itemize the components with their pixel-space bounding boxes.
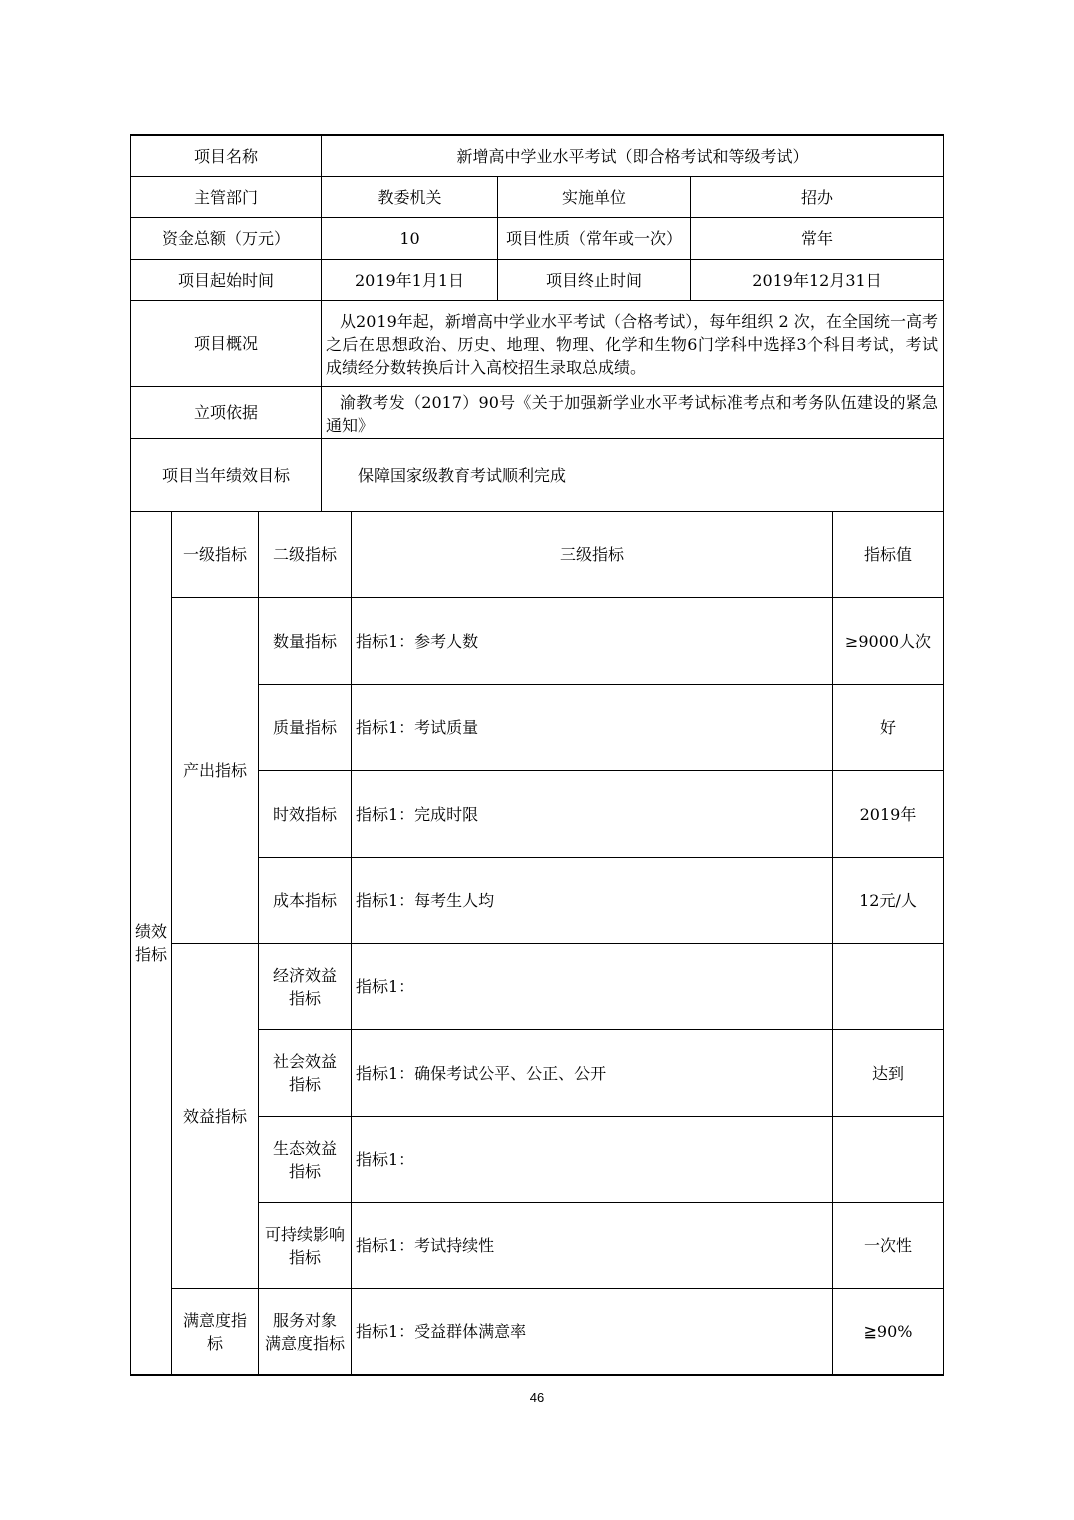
row-quantity-l3: 指标1：参考人数 (356, 631, 479, 651)
basis-text: 渝教考发（2017）90号《关于加强新学业水平考试标准考点和考务队伍建设的紧急通知》 (326, 393, 938, 435)
end-label: 项目终止时间 (545, 270, 642, 290)
row-sustainability-l2 (259, 1203, 351, 1288)
row-social-l2 (259, 1030, 351, 1116)
row-timeliness-value: 2019年 (859, 804, 917, 824)
impl-label: 实施单位 (561, 187, 626, 207)
dept-label: 主管部门 (193, 187, 258, 207)
page-number: 46 (529, 1390, 545, 1405)
row-ecological-l2 (259, 1117, 351, 1202)
basis-label: 立项依据 (193, 403, 258, 422)
row-sustainability-value: 一次性 (863, 1236, 912, 1255)
row-cost-value: 12元/人 (859, 891, 917, 910)
col-level2-header: 二级指标 (272, 545, 337, 564)
row-quality-l2: 质量指标 (272, 718, 337, 737)
project-name-value: 新增高中学业水平考试（即合格考试和等级考试） (456, 146, 809, 166)
goal-label: 项目当年绩效目标 (161, 465, 290, 485)
row-economic-l2-line2: 指标 (288, 988, 321, 1008)
row-social-value: 达到 (871, 1063, 904, 1083)
row-economic-l2 (259, 944, 351, 1029)
nature-label: 项目性质（常年或一次） (505, 229, 682, 248)
row-service-l3: 指标1：受益群体满意率 (356, 1322, 527, 1341)
group-benefit-label: 效益指标 (182, 1106, 247, 1126)
row-quality-l3: 指标1：考试质量 (356, 718, 479, 737)
rule (130, 1374, 944, 1376)
row-quantity-l2: 数量指标 (272, 631, 337, 651)
row-ecological-l2-line1: 生态效益 (272, 1138, 337, 1158)
perf-section-label-line1: 绩效 (134, 922, 167, 941)
fund-value: 10 (399, 229, 420, 248)
row-social-l2-line1: 社会效益 (272, 1052, 337, 1071)
end-value: 2019年12月31日 (752, 270, 882, 290)
row-cost-l3: 指标1：每考生人均 (356, 891, 495, 910)
start-label: 项目起始时间 (177, 270, 274, 290)
col-level3-header: 三级指标 (559, 545, 624, 564)
impl-value: 招办 (800, 187, 833, 207)
row-ecological-value (833, 1117, 943, 1202)
row-sustainability-l2-line1: 可持续影响 (264, 1224, 345, 1244)
row-service-l2-line2: 满意度指标 (264, 1333, 345, 1353)
row-timeliness-l3: 指标1：完成时限 (356, 804, 479, 824)
group-satisfaction-line1: 满意度指 (182, 1310, 247, 1330)
row-service-value: ≧90% (863, 1322, 913, 1341)
row-economic-value (833, 944, 943, 1029)
row-quantity-value: ≥9000人次 (844, 631, 932, 651)
nature-value: 常年 (800, 229, 833, 248)
group-output-label: 产出指标 (182, 761, 247, 780)
overview-label: 项目概况 (193, 334, 258, 353)
group-satisfaction-line2: 标 (206, 1333, 223, 1353)
row-ecological-l3: 指标1： (356, 1150, 415, 1169)
group-satisfaction-label (172, 1289, 258, 1374)
row-social-l2-line2: 指标 (288, 1075, 321, 1094)
row-timeliness-l2: 时效指标 (272, 804, 337, 824)
overview-text: 从2019年起，新增高中学业水平考试（合格考试），每年组织 2 次，在全国统一高考之后在思想政治、历史、地理、物理、化学和生物6门学科中选择3个科目考试，考试成绩经分数转换后计入高校招生录取总成绩。 (326, 312, 938, 377)
row-sustainability-l3: 指标1：考试持续性 (356, 1236, 495, 1255)
fund-label: 资金总额（万元） (161, 229, 290, 248)
perf-section-label-line2: 指标 (134, 945, 167, 964)
row-ecological-l2-line2: 指标 (288, 1161, 321, 1181)
row-economic-l2-line1: 经济效益 (272, 965, 337, 985)
row-service-l2 (259, 1289, 351, 1374)
col-value-header: 指标值 (863, 545, 912, 564)
row-economic-l3: 指标1： (356, 977, 415, 996)
row-sustainability-l2-line2: 指标 (288, 1247, 321, 1267)
row-cost-l2: 成本指标 (272, 891, 337, 910)
goal-text: 保障国家级教育考试顺利完成 (358, 465, 567, 485)
start-value: 2019年1月1日 (354, 270, 465, 290)
row-quality-value: 好 (879, 718, 896, 737)
dept-value: 教委机关 (377, 187, 442, 207)
col-level1-header: 一级指标 (182, 545, 247, 564)
rule (943, 134, 944, 1376)
project-name-label: 项目名称 (193, 146, 258, 166)
row-service-l2-line1: 服务对象 (272, 1310, 337, 1330)
perf-section-label (131, 512, 171, 1374)
row-social-l3: 指标1：确保考试公平、公正、公开 (356, 1063, 607, 1083)
